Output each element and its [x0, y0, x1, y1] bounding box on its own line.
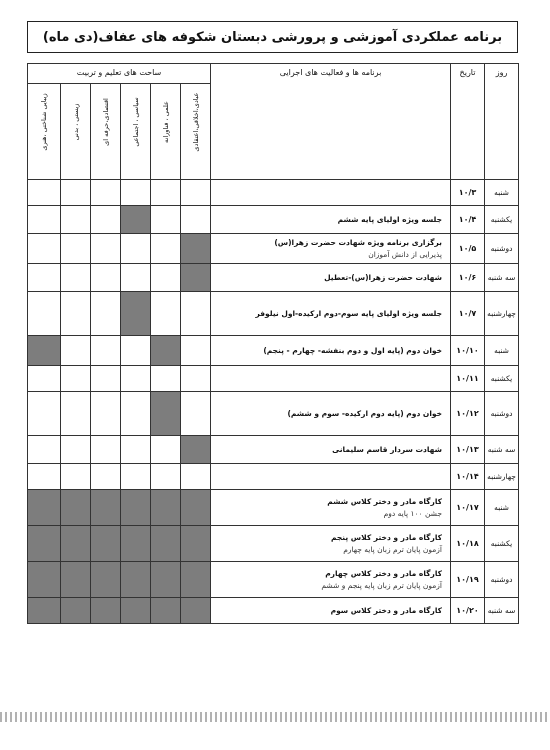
area-cell — [91, 464, 121, 490]
area-cell — [121, 180, 151, 206]
area-cell — [151, 562, 181, 598]
area-label: سیاسی ، اجتماعی — [131, 97, 140, 147]
date-cell: ۱۰/۷ — [451, 292, 485, 336]
activity-line: جلسه ویژه اولیای پایه ششم — [337, 214, 443, 224]
activity-cell — [211, 264, 451, 292]
program-table — [27, 63, 519, 624]
area-cell — [28, 234, 61, 264]
table-row — [28, 464, 519, 490]
day-cell: چهارشنبه — [485, 464, 519, 490]
activity-cell — [211, 526, 451, 562]
area-cell — [28, 292, 61, 336]
area-cell — [181, 490, 211, 526]
day-cell: سه شنبه — [485, 264, 519, 292]
activity-line: کارگاه مادر و دختر کلاس سوم — [330, 605, 443, 615]
table-row — [28, 234, 519, 264]
area-cell — [61, 490, 91, 526]
activity-line: کارگاه مادر و دختر کلاس پنجم — [331, 532, 443, 542]
area-label: اقتصادی،حرفه ای — [101, 98, 110, 146]
area-cell — [91, 264, 121, 292]
area-cell — [181, 598, 211, 624]
area-label: زیبایی شناختی ،هنری — [40, 93, 48, 151]
area-cell — [91, 292, 121, 336]
area-cell — [181, 562, 211, 598]
area-cell — [91, 436, 121, 464]
day-cell: سه شنبه — [485, 598, 519, 624]
area-cell — [151, 526, 181, 562]
area-cell — [151, 206, 181, 234]
date-cell: ۱۰/۵ — [451, 234, 485, 264]
area-cell — [151, 292, 181, 336]
area-cell — [28, 490, 61, 526]
area-cell — [181, 526, 211, 562]
date-cell: ۱۰/۱۹ — [451, 562, 485, 598]
day-cell: دوشنبه — [485, 392, 519, 436]
area-header — [181, 84, 211, 180]
activity-line: آزمون پایان ترم زبان پایه چهارم — [343, 544, 443, 554]
area-cell — [61, 292, 91, 336]
area-cell — [121, 464, 151, 490]
area-cell — [61, 180, 91, 206]
activity-cell — [211, 490, 451, 526]
area-cell — [91, 598, 121, 624]
area-cell — [181, 436, 211, 464]
table-row — [28, 336, 519, 366]
area-cell — [28, 180, 61, 206]
area-cell — [121, 436, 151, 464]
day-cell: چهارشنبه — [485, 292, 519, 336]
area-cell — [28, 392, 61, 436]
activity-line: خوان دوم (پایه دوم ارکیده- سوم و ششم) — [287, 408, 443, 418]
page-title: برنامه عملکردی آموزشی و پرورشی دبستان شکوفه های عفاف(دی ماه) — [27, 21, 518, 53]
area-cell — [121, 490, 151, 526]
area-header — [91, 84, 121, 180]
header-day: روز — [485, 64, 519, 180]
area-label: علمی ، فناورانه — [161, 101, 170, 143]
area-cell — [181, 206, 211, 234]
date-cell: ۱۰/۱۸ — [451, 526, 485, 562]
activity-line: برگزاری برنامه ویژه شهادت حضرت زهرا(س) — [274, 237, 443, 247]
day-cell: دوشنبه — [485, 562, 519, 598]
day-cell: یکشنبه — [485, 366, 519, 392]
area-cell — [121, 562, 151, 598]
area-cell — [181, 264, 211, 292]
area-cell — [151, 366, 181, 392]
activity-cell — [211, 234, 451, 264]
activity-cell — [211, 366, 451, 392]
area-cell — [91, 562, 121, 598]
activity-line: آزمون پایان ترم زبان پایه پنجم و ششم — [321, 580, 443, 590]
activity-cell — [211, 436, 451, 464]
area-cell — [121, 598, 151, 624]
activity-cell — [211, 180, 451, 206]
area-cell — [61, 336, 91, 366]
area-cell — [151, 264, 181, 292]
activity-line: جلسه ویژه اولیای پایه سوم-دوم ارکیده-اول نیلوفر — [255, 308, 443, 318]
area-cell — [91, 392, 121, 436]
day-cell: شنبه — [485, 180, 519, 206]
area-cell — [181, 392, 211, 436]
area-label: زیستی ، بدنی — [71, 103, 80, 141]
area-cell — [181, 180, 211, 206]
area-cell — [61, 562, 91, 598]
area-cell — [181, 366, 211, 392]
area-cell — [91, 180, 121, 206]
area-header — [151, 84, 181, 180]
date-cell: ۱۰/۱۳ — [451, 436, 485, 464]
table-row — [28, 180, 519, 206]
header-date: تاریخ — [451, 64, 485, 180]
area-header — [121, 84, 151, 180]
area-cell — [121, 206, 151, 234]
day-cell: یکشنبه — [485, 526, 519, 562]
area-cell — [121, 292, 151, 336]
area-cell — [61, 436, 91, 464]
table-row — [28, 436, 519, 464]
area-cell — [28, 206, 61, 234]
area-cell — [28, 526, 61, 562]
table-row — [28, 598, 519, 624]
activity-cell — [211, 562, 451, 598]
area-cell — [151, 180, 181, 206]
area-cell — [121, 366, 151, 392]
activity-line: کارگاه مادر و دختر کلاس ششم — [327, 496, 443, 506]
area-cell — [61, 526, 91, 562]
area-cell — [61, 464, 91, 490]
activity-line: کارگاه مادر و دختر کلاس چهارم — [325, 568, 443, 578]
area-cell — [28, 366, 61, 392]
area-cell — [121, 526, 151, 562]
date-cell: ۱۰/۱۷ — [451, 490, 485, 526]
activity-line: شهادت حضرت زهرا(س)-تعطیل — [324, 272, 443, 282]
area-cell — [151, 392, 181, 436]
activity-line: شهادت سردار قاسم سلیمانی — [332, 444, 443, 454]
area-cell — [151, 490, 181, 526]
area-cell — [61, 206, 91, 234]
table-row — [28, 366, 519, 392]
area-cell — [61, 392, 91, 436]
area-cell — [28, 436, 61, 464]
activity-cell — [211, 336, 451, 366]
table-row — [28, 206, 519, 234]
area-cell — [91, 336, 121, 366]
area-cell — [91, 366, 121, 392]
day-cell: سه شنبه — [485, 436, 519, 464]
date-cell: ۱۰/۲۰ — [451, 598, 485, 624]
activity-cell — [211, 292, 451, 336]
area-cell — [181, 234, 211, 264]
area-cell — [91, 206, 121, 234]
area-header — [61, 84, 91, 180]
area-cell — [151, 464, 181, 490]
area-cell — [28, 598, 61, 624]
date-cell: ۱۰/۳ — [451, 180, 485, 206]
area-cell — [151, 598, 181, 624]
header-activities: برنامه ها و فعالیت های اجرایی — [211, 64, 451, 180]
activity-line: پذیرایی از دانش آموزان — [368, 249, 443, 259]
area-cell — [121, 234, 151, 264]
area-cell — [28, 336, 61, 366]
area-label: عبادی،اخلاقی،اعتقادی — [191, 92, 200, 152]
table-row — [28, 526, 519, 562]
date-cell: ۱۰/۱۴ — [451, 464, 485, 490]
table-row — [28, 292, 519, 336]
activity-cell — [211, 598, 451, 624]
area-cell — [61, 598, 91, 624]
area-cell — [91, 490, 121, 526]
date-cell: ۱۰/۴ — [451, 206, 485, 234]
area-cell — [91, 526, 121, 562]
activity-cell — [211, 392, 451, 436]
day-cell: شنبه — [485, 490, 519, 526]
area-cell — [61, 264, 91, 292]
area-cell — [181, 336, 211, 366]
area-cell — [28, 264, 61, 292]
activity-cell — [211, 206, 451, 234]
area-cell — [61, 366, 91, 392]
area-cell — [28, 464, 61, 490]
decorative-border — [0, 712, 550, 722]
area-cell — [151, 336, 181, 366]
area-cell — [121, 264, 151, 292]
area-cell — [121, 392, 151, 436]
area-cell — [61, 234, 91, 264]
area-cell — [151, 234, 181, 264]
header-areas: ساحت های تعلیم و تربیت — [28, 64, 211, 84]
date-cell: ۱۰/۱۱ — [451, 366, 485, 392]
area-cell — [28, 562, 61, 598]
area-cell — [91, 234, 121, 264]
date-cell: ۱۰/۱۲ — [451, 392, 485, 436]
area-cell — [181, 464, 211, 490]
area-cell — [151, 436, 181, 464]
table-row — [28, 490, 519, 526]
activity-line: خوان دوم (پایه اول و دوم بنفشه- چهارم - پنجم) — [263, 345, 443, 355]
day-cell: یکشنبه — [485, 206, 519, 234]
day-cell: شنبه — [485, 336, 519, 366]
area-cell — [181, 292, 211, 336]
table-row — [28, 392, 519, 436]
area-cell — [121, 336, 151, 366]
area-header — [28, 84, 61, 180]
date-cell: ۱۰/۱۰ — [451, 336, 485, 366]
activity-line: جشن ۱۰۰ پایه دوم — [383, 508, 443, 518]
activity-cell — [211, 464, 451, 490]
date-cell: ۱۰/۶ — [451, 264, 485, 292]
day-cell: دوشنبه — [485, 234, 519, 264]
table-row — [28, 562, 519, 598]
table-row — [28, 264, 519, 292]
